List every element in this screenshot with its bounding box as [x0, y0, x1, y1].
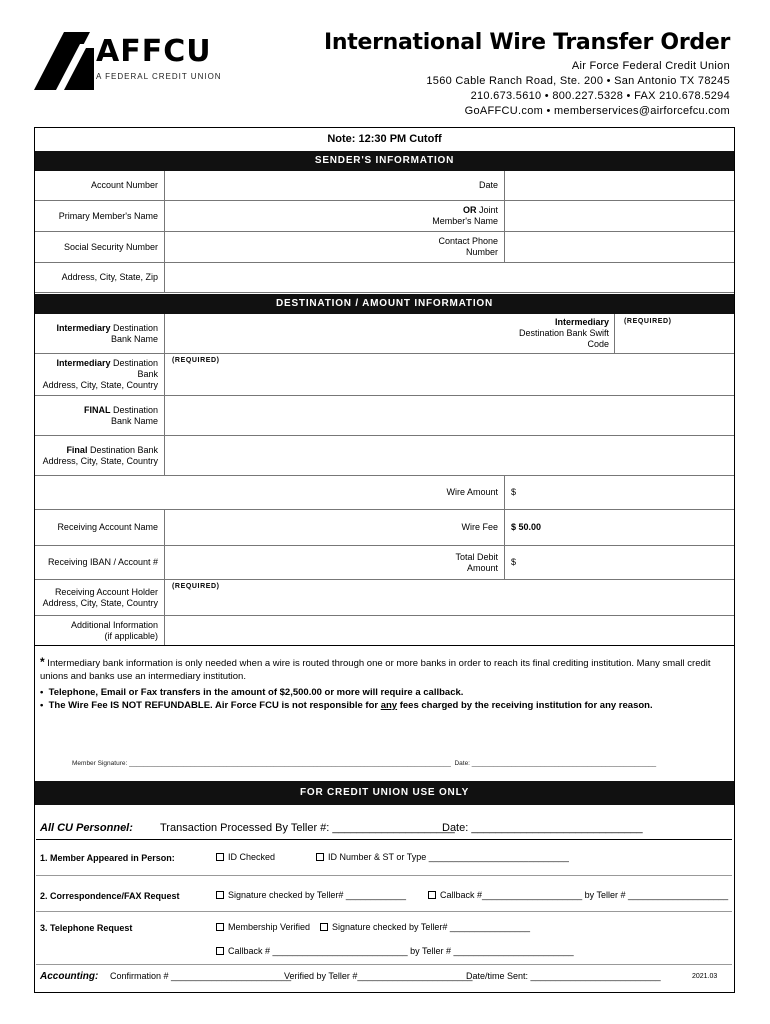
- joint-member-field[interactable]: [505, 201, 734, 231]
- row-sender-address: [35, 263, 734, 293]
- row-iban: [35, 546, 734, 580]
- callback-note: • Telephone, Email or Fax transfers in the amount of $2,500.00 or more will require a callback.: [40, 687, 464, 698]
- processed-by-field[interactable]: Transaction Processed By Teller #: ____________________: [160, 822, 455, 834]
- member-signature-line[interactable]: Member Signature: _________________________________________________________________________________________ Date: ___________________________________________________: [72, 760, 657, 767]
- item1-label: 1. Member Appeared in Person:: [40, 853, 175, 863]
- row-wire-amount: [35, 476, 734, 510]
- item3-label: 3. Telephone Request: [40, 923, 133, 933]
- date-field[interactable]: [505, 171, 734, 200]
- primary-member-label: Primary Member's Name: [35, 201, 165, 231]
- wire-fee-label: Wire Fee: [429, 510, 505, 545]
- receiving-name-label: Receiving Account Name: [35, 510, 165, 545]
- row-primary-member: [35, 201, 734, 232]
- intermediary-address-label: Intermediary Destination Bank Address, City, State, Country: [35, 354, 165, 395]
- final-bank-name-label: FINAL Destination Bank Name: [35, 396, 165, 435]
- id-checked-checkbox[interactable]: ID Checked: [216, 852, 275, 862]
- iban-field[interactable]: [165, 546, 429, 579]
- checkbox-icon: [216, 853, 224, 861]
- final-address-field[interactable]: [165, 436, 734, 475]
- callback-2-checkbox[interactable]: Callback # ___________________________ by Teller # ________________________: [216, 946, 574, 956]
- total-debit-label: Total Debit Amount: [429, 546, 505, 579]
- row-intermediary-bank: [35, 314, 734, 354]
- swift-code-label: Intermediary Destination Bank Swift Code: [505, 314, 615, 353]
- divider: [36, 839, 732, 840]
- final-bank-name-field[interactable]: [165, 396, 734, 435]
- iban-label: Receiving IBAN / Account #: [35, 546, 165, 579]
- row-ssn: [35, 232, 734, 263]
- notes-block: [40, 656, 730, 712]
- checkbox-icon: [216, 923, 224, 931]
- accounting-label: Accounting:: [40, 971, 99, 982]
- section-destination-header: DESTINATION / AMOUNT INFORMATION: [35, 294, 734, 314]
- form-code: 2021.03: [692, 973, 718, 980]
- org-address: 1560 Cable Ranch Road, Ste. 200 • San Antonio TX 78245: [426, 75, 730, 87]
- row-account-number: [35, 171, 734, 201]
- holder-required-note: (REQUIRED): [172, 583, 220, 590]
- holder-address-label: Receiving Account Holder Address, City, State, Country: [35, 580, 165, 615]
- intermediary-note: * Intermediary bank information is only needed when a wire is routed through one or more banks in order to reach its final crediting institution. Many small credit unions and banks use an intermediary institution.: [40, 655, 711, 682]
- receiving-name-field[interactable]: [165, 510, 429, 545]
- row-holder-address: [35, 580, 734, 616]
- logo-text: AFFCU: [96, 34, 212, 69]
- wire-amount-field[interactable]: $: [511, 487, 517, 497]
- checkbox-icon: [428, 891, 436, 899]
- org-name: Air Force Federal Credit Union: [571, 60, 730, 72]
- contact-phone-label: Contact Phone Number: [429, 232, 505, 262]
- row-final-bank: [35, 396, 734, 436]
- total-debit-field[interactable]: $: [511, 557, 517, 567]
- all-personnel-label: All CU Personnel:: [40, 822, 133, 834]
- sig-checked-2-checkbox[interactable]: Signature checked by Teller# ________________: [320, 922, 530, 932]
- checkbox-icon: [216, 947, 224, 955]
- row-final-address: [35, 436, 734, 476]
- joint-member-label: OR Joint Member's Name: [429, 201, 505, 231]
- callback-checkbox[interactable]: Callback #____________________ by Teller # ____________________: [428, 890, 728, 900]
- confirmation-field[interactable]: Confirmation # ________________________: [110, 971, 292, 981]
- checkbox-icon: [216, 891, 224, 899]
- account-number-label: Account Number: [35, 171, 165, 200]
- fee-note: • The Wire Fee IS NOT REFUNDABLE. Air Force FCU is not responsible for any fees charged by the receiving institution for any reason.: [40, 699, 653, 711]
- processed-date-field[interactable]: Date: ____________________________: [442, 822, 643, 834]
- additional-info-label: Additional Information (if applicable): [35, 616, 165, 645]
- intermediary-bank-name-label: Intermediary Destination Bank Name: [35, 314, 165, 353]
- sender-address-label: Address, City, State, Zip: [35, 263, 165, 292]
- page-title: International Wire Transfer Order: [324, 30, 730, 55]
- form-frame: [34, 127, 735, 993]
- id-number-checkbox[interactable]: ID Number & ST or Type ____________________________: [316, 852, 569, 862]
- intermediary-required-note: (REQUIRED): [172, 357, 220, 364]
- divider: [36, 964, 732, 965]
- membership-verified-checkbox[interactable]: Membership Verified: [216, 922, 310, 932]
- divider: [36, 875, 732, 876]
- section-cu-use-header: FOR CREDIT UNION USE ONLY: [35, 781, 734, 805]
- sig-checked-checkbox[interactable]: Signature checked by Teller# ____________: [216, 890, 406, 900]
- org-web: GoAFFCU.com • memberservices@airforcefcu.com: [464, 105, 730, 117]
- primary-member-field[interactable]: [165, 201, 429, 231]
- swift-required-note: (REQUIRED): [624, 318, 672, 325]
- final-address-label: Final Destination Bank Address, City, State, Country: [35, 436, 165, 475]
- row-receiving-name: [35, 510, 734, 546]
- org-phones: 210.673.5610 • 800.227.5328 • FAX 210.678.5294: [470, 90, 730, 102]
- verified-teller-field[interactable]: Verified by Teller #_______________________: [284, 971, 473, 981]
- checkbox-icon: [320, 923, 328, 931]
- item2-label: 2. Correspondence/FAX Request: [40, 891, 180, 901]
- cutoff-note: Note: 12:30 PM Cutoff: [327, 133, 442, 145]
- logo-subtitle: A FEDERAL CREDIT UNION: [96, 72, 222, 81]
- checkbox-icon: [316, 853, 324, 861]
- additional-info-field[interactable]: [165, 616, 734, 645]
- divider: [36, 911, 732, 912]
- holder-address-field[interactable]: [165, 580, 734, 615]
- wire-fee-value: $ 50.00: [511, 522, 542, 532]
- section-sender-header: SENDER'S INFORMATION: [35, 151, 734, 171]
- contact-phone-field[interactable]: [505, 232, 734, 262]
- intermediary-address-field[interactable]: [165, 354, 734, 395]
- datetime-sent-field[interactable]: Date/time Sent: __________________________: [466, 971, 661, 981]
- ssn-label: Social Security Number: [35, 232, 165, 262]
- sender-address-field[interactable]: [165, 263, 734, 292]
- wire-amount-label: Wire Amount: [35, 476, 505, 509]
- row-additional-info: [35, 616, 734, 646]
- date-label: Date: [429, 171, 505, 200]
- row-intermediary-address: [35, 354, 734, 396]
- ssn-field[interactable]: [165, 232, 429, 262]
